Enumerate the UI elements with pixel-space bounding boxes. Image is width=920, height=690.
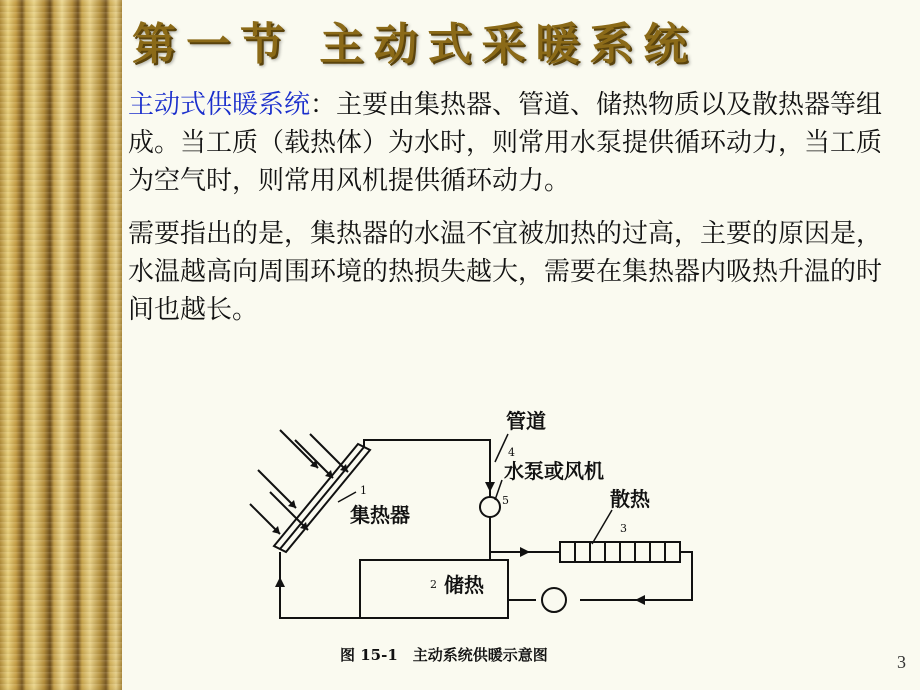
paragraph-intro-text: ：主要由集热器、管道、储热物质以及散热器等组成。当工质（载热体）为水时，则常用水泵提供循环动力，当工质为空气时，则常用风机提供循环动力。 [128,90,883,196]
decorative-binding-strip [0,0,122,690]
solar-collector [274,444,370,552]
num-storage: 2 [430,578,437,591]
page-number: 3 [897,652,906,672]
label-collector: 集热器 [350,503,410,527]
radiator [560,542,680,562]
sun-ray-arrow [295,440,333,478]
num-pipe: 4 [508,446,515,459]
active-heating-diagram [240,392,720,682]
pump-circle-upper [480,497,500,517]
term-active-heating-system: 主动式供暖系统 [128,90,311,120]
label-pipe: 管道 [506,409,546,433]
label-radiator: 散热 [610,487,650,511]
num-radiator: 3 [620,522,627,535]
num-pump: 5 [502,494,509,507]
label-storage: 储热 [444,573,484,597]
paragraph-intro [128,86,898,200]
paragraph-note: 需要指出的是，集热器的水温不宜被加热的过高，主要的原因是，水温越高向周围环境的热损失越大，需要在集热器内吸热升温的时间也越长。 [128,219,883,325]
label-pump: 水泵或风机 [504,459,604,483]
figure-caption: 图 15-1 主动系统供暖示意图 [340,646,548,664]
sun-ray-arrow [258,470,296,508]
num-collector: 1 [360,484,367,497]
pump-circle-lower [542,588,566,612]
slide-title: 第一节 主动式采暖系统 [132,19,698,70]
